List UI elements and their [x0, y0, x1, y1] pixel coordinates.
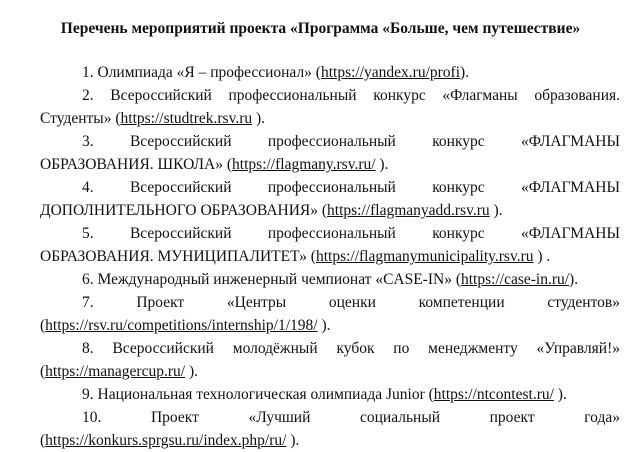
list-item-line — [40, 222, 620, 245]
list-item-line — [40, 337, 620, 360]
list-item — [40, 406, 620, 452]
list-item-text: ). — [489, 202, 503, 219]
event-link[interactable]: https://case-in.ru/ — [461, 271, 570, 288]
list-item-text: 5. Всероссийский профессиональный конкурс «ФЛАГМАНЫ — [82, 225, 620, 242]
list-item — [40, 337, 620, 383]
list-item-line — [40, 84, 620, 107]
event-link[interactable]: https://yandex.ru/profi — [320, 64, 461, 81]
event-link[interactable]: https://flagmanyadd.rsv.ru — [327, 202, 490, 219]
list-item-line — [40, 360, 620, 383]
list-item-text: 4. Всероссийский профессиональный конкурс «ФЛАГМАНЫ — [82, 179, 620, 196]
event-list — [40, 61, 620, 452]
list-item-text: 9. Национальная технологическая олимпиада Junior ( — [82, 386, 434, 403]
list-item-text: 10. Проект «Лучший социальный проект года» — [82, 409, 620, 426]
list-item-text: ). — [569, 271, 579, 288]
list-item-line — [40, 429, 620, 452]
list-item-line — [40, 61, 620, 84]
list-item — [40, 291, 620, 337]
list-item-line — [40, 245, 620, 268]
list-item-line — [40, 406, 620, 429]
event-link[interactable]: https://rsv.ru/competitions/internship/1/198/ — [45, 317, 318, 334]
document-title: Перечень мероприятий проекта «Программа «Больше, чем путешествие» — [60, 20, 581, 37]
list-item-text: ДОПОЛНИТЕЛЬНОГО ОБРАЗОВАНИЯ» ( — [40, 202, 328, 219]
list-item-text: ). — [375, 156, 389, 173]
list-item-text: ( — [40, 432, 46, 449]
list-item-text: ). — [252, 110, 266, 127]
list-item — [40, 176, 620, 222]
list-item-text: Студенты» ( — [40, 110, 121, 127]
list-item-line — [40, 314, 620, 337]
list-item-line — [40, 383, 620, 406]
list-item — [40, 61, 620, 84]
list-item-text: ОБРАЗОВАНИЯ. МУНИЦИПАЛИТЕТ» ( — [40, 248, 316, 265]
event-link[interactable]: https://flagmanymunicipality.rsv.ru — [315, 248, 534, 265]
list-item-line — [40, 130, 620, 153]
list-item-text: 6. Международный инженерный чемпионат «CASE-IN» ( — [82, 271, 461, 288]
event-link[interactable]: https://konkurs.sprgsu.ru/index.php/ru/ — [45, 432, 287, 449]
list-item-text: ). — [460, 64, 470, 81]
list-item — [40, 383, 620, 406]
list-item — [40, 268, 620, 291]
list-item-text: ). — [286, 432, 300, 449]
event-link[interactable]: https://flagmany.rsv.ru/ — [232, 156, 376, 173]
event-link[interactable]: https://ntcontest.ru/ — [433, 386, 554, 403]
list-item — [40, 84, 620, 130]
event-link[interactable]: https://studtrek.rsv.ru — [120, 110, 253, 127]
list-item-text: ). — [185, 363, 198, 380]
event-link[interactable]: https://managercup.ru/ — [45, 363, 186, 380]
list-item-text: 8. Всероссийский молодёжный кубок по менеджменту «Управляй!» — [82, 340, 620, 357]
list-item — [40, 222, 620, 268]
list-item-text: 2. Всероссийский профессиональный конкурс «Флагманы образования. — [82, 87, 620, 104]
list-item-text: ). — [317, 317, 331, 334]
list-item-text: 3. Всероссийский профессиональный конкурс «ФЛАГМАНЫ — [82, 133, 620, 150]
list-item-line — [40, 176, 620, 199]
list-item-text: 1. Олимпиада «Я – профессионал» ( — [82, 64, 321, 81]
list-item — [40, 130, 620, 176]
list-item-line — [40, 268, 620, 291]
list-item-line — [40, 153, 620, 176]
list-item-line — [40, 291, 620, 314]
list-item-text: ( — [40, 363, 46, 380]
list-item-text: ). — [553, 386, 567, 403]
list-item-line — [40, 107, 620, 130]
list-item-line — [40, 199, 620, 222]
list-item-text: ) . — [533, 248, 551, 265]
list-item-text: ( — [40, 317, 46, 334]
list-item-text: 7. Проект «Центры оценки компетенции студентов» — [82, 294, 620, 311]
list-item-text: ОБРАЗОВАНИЯ. ШКОЛА» ( — [40, 156, 233, 173]
